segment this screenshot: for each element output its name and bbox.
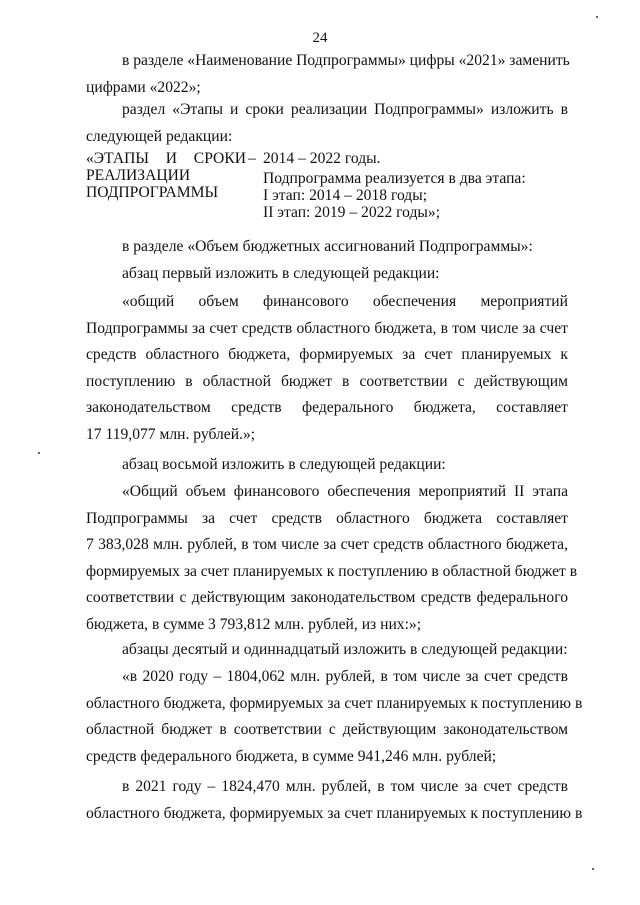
stages-value-line: II этап: 2019 – 2022 годы»; xyxy=(263,204,441,221)
paragraph-eighth-abzac xyxy=(86,452,568,479)
text-line: 7 383,028 млн. рублей, в том числе за счет средств областного бюджета, xyxy=(86,536,568,553)
text-line: «в 2020 году – 1804,062 млн. рублей, в том числе за счет средств xyxy=(122,668,568,685)
text-line: областного бюджета, формируемых за счет планируемых к поступлению в xyxy=(86,804,583,822)
text-line: абзац первый изложить в следующей редакции: xyxy=(122,265,440,282)
scan-speck xyxy=(38,452,40,454)
text-line: соответствии с действующим законодательством средств федерального xyxy=(86,589,568,606)
paragraph-budget-section xyxy=(86,234,568,261)
text-line: средств федерального бюджета, в сумме 941,246 млн. рублей; xyxy=(86,747,497,765)
stages-table-left xyxy=(86,150,246,201)
text-line: законодательством средств федерального бюджета, составляет xyxy=(86,399,568,416)
text-line: в 2021 году – 1824,470 млн. рублей, в том числе за счет средств xyxy=(122,778,568,795)
stages-value-line: I этап: 2014 – 2018 годы; xyxy=(263,187,428,204)
text-line: цифрами «2022»; xyxy=(86,78,201,96)
paragraph-section-name xyxy=(86,48,568,101)
text-line: раздел «Этапы и сроки реализации Подпрограммы» изложить в xyxy=(122,101,568,118)
text-line: «Общий объем финансового обеспечения мероприятий II этапа xyxy=(122,483,568,500)
text-line: абзацы десятый и одиннадцатый изложить в следующей редакции: xyxy=(122,641,568,658)
text-line: средств областного бюджета, формируемых за счет планируемых к xyxy=(86,346,568,363)
text-line: поступлению в областной бюджет в соответствии с действующим xyxy=(86,372,568,390)
text-line: областной бюджет в соответствии с действующим законодательством xyxy=(86,721,568,738)
scan-speck xyxy=(592,868,594,870)
paragraph-total-funding xyxy=(86,289,568,448)
text-line: следующей редакции: xyxy=(86,127,233,145)
page-number: 24 xyxy=(312,30,328,46)
text-line: 17 119,077 млн. рублей.»; xyxy=(86,425,256,443)
text-line: формируемых за счет планируемых к поступлению в областной бюджет в xyxy=(86,562,578,580)
paragraph-tenth-eleventh xyxy=(86,637,568,664)
stages-value-line: 2014 – 2022 годы. xyxy=(263,150,381,167)
text-line: абзац восьмой изложить в следующей редакции: xyxy=(122,456,446,473)
stages-heading-line: ПОДПРОГРАММЫ xyxy=(86,184,219,201)
stages-dash: – xyxy=(248,150,256,167)
stages-heading-line: «ЭТАПЫ И СРОКИ xyxy=(86,150,246,167)
text-line: «общий объем финансового обеспечения мероприятий xyxy=(122,293,568,310)
text-line: в разделе «Объем бюджетных ассигнований Подпрограммы»: xyxy=(122,238,533,255)
paragraph-first-abzac xyxy=(86,261,568,288)
scan-speck xyxy=(596,16,598,18)
text-line: Подпрограммы за счет средств областного бюджета составляет xyxy=(86,509,568,527)
stages-value-line: Подпрограмма реализуется в два этапа: xyxy=(263,170,526,187)
stages-table-right xyxy=(263,150,573,221)
paragraph-year-2021 xyxy=(86,774,583,827)
text-line: Подпрограммы за счет средств областного бюджета, в том числе за счет xyxy=(86,319,568,337)
paragraph-stage-two-funding xyxy=(86,479,578,638)
text-line: бюджета, в сумме 3 793,812 млн. рублей, из них:»; xyxy=(86,615,422,633)
text-line: областного бюджета, формируемых за счет планируемых к поступлению в xyxy=(86,694,583,712)
paragraph-year-2020 xyxy=(86,664,583,770)
paragraph-stages-intro xyxy=(86,97,568,150)
text-line: в разделе «Наименование Подпрограммы» цифры «2021» заменить xyxy=(122,52,570,69)
stages-heading-line: РЕАЛИЗАЦИИ xyxy=(86,167,191,184)
